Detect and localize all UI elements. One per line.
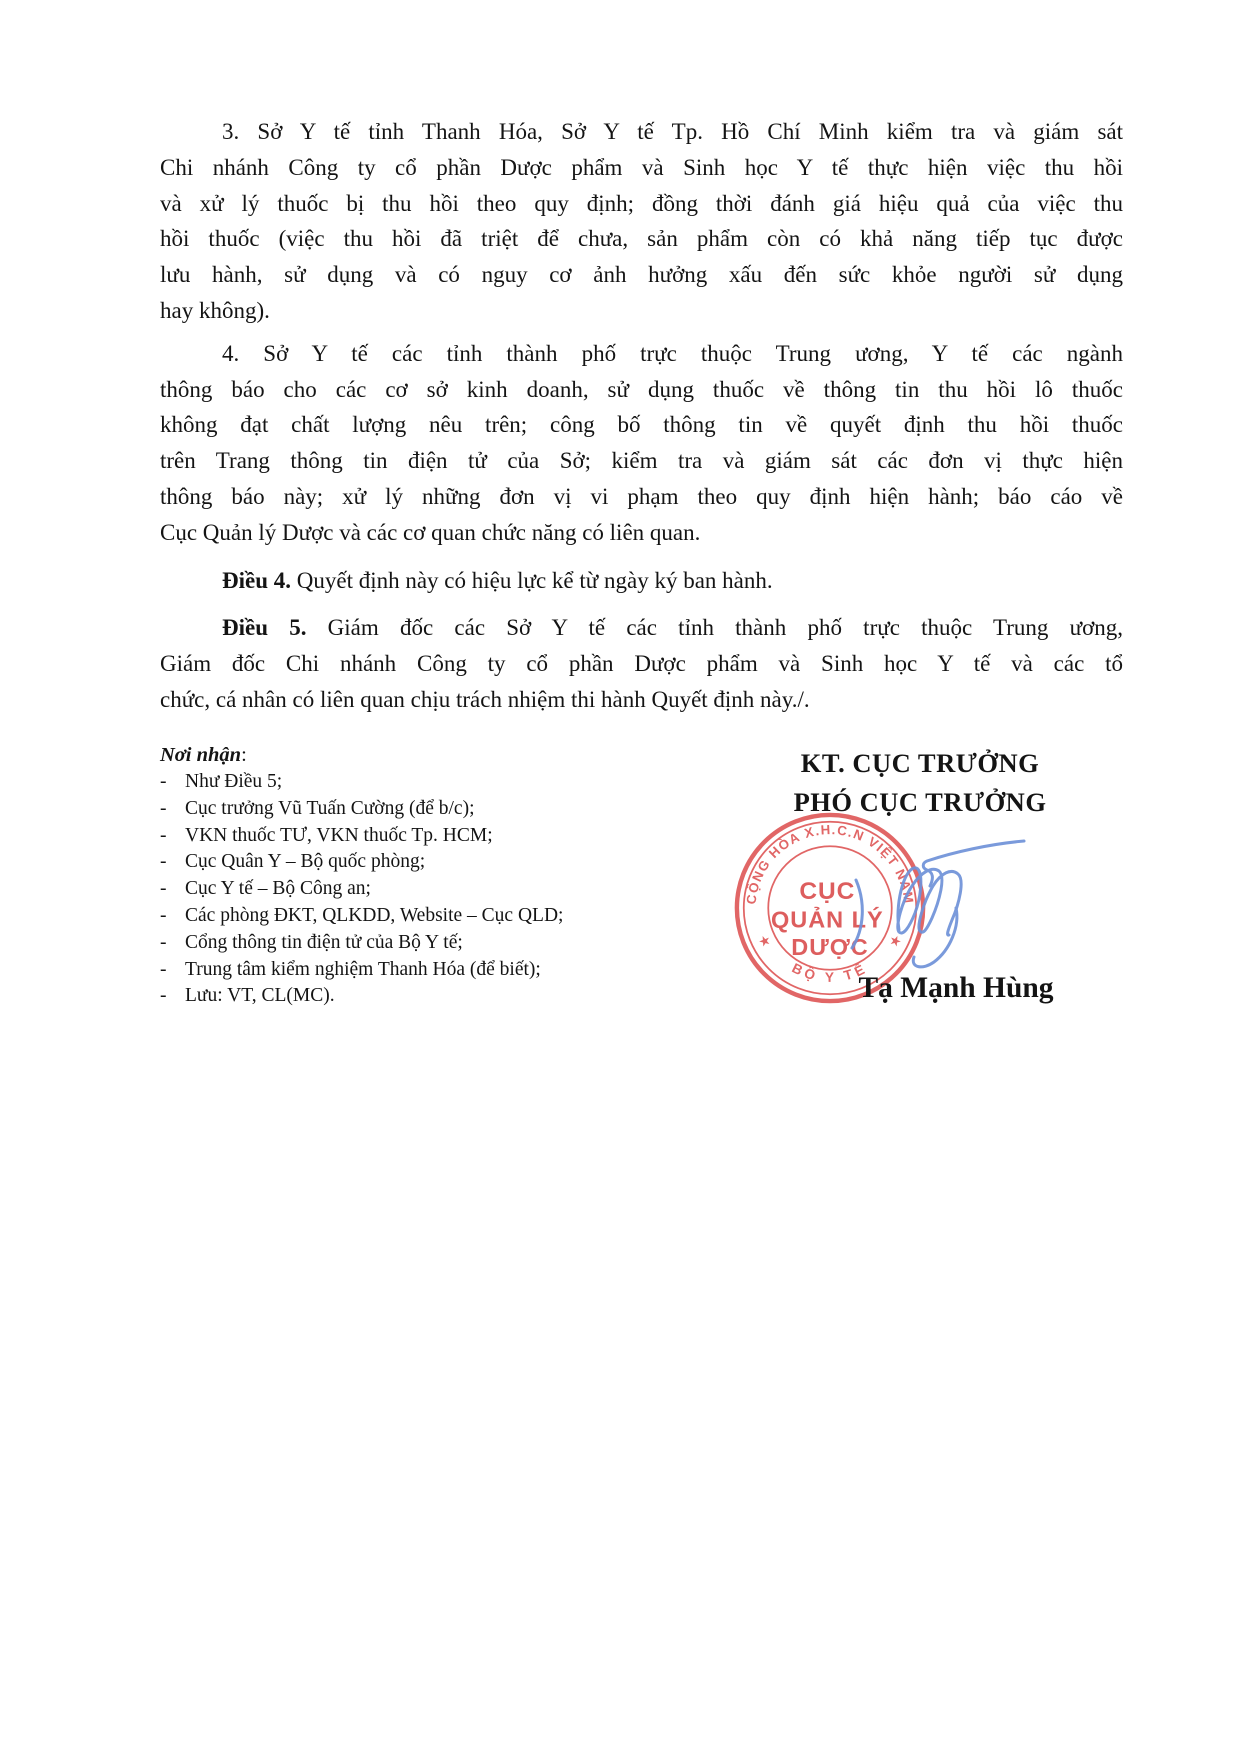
signer-title-line2: PHÓ CỤC TRƯỞNG [793,787,1047,817]
recipient-item: - VKN thuốc TƯ, VKN thuốc Tp. HCM; [160,823,640,850]
signer-title-line1: KT. CỤC TRƯỞNG [800,748,1040,778]
text-line: lưu hành, sử dụng và có nguy cơ ảnh hưởng xấu đến sức khỏe người sử dụng [160,262,1123,288]
text-line: 3. Sở Y tế tỉnh Thanh Hóa, Sở Y tế Tp. Hồ Chí Minh kiểm tra và giám sát [222,119,1123,144]
article-5 [160,610,1123,717]
recipient-item: - Cục trưởng Vũ Tuấn Cường (để b/c); [160,796,640,823]
recipient-item: - Cổng thông tin điện tử của Bộ Y tế; [160,930,640,957]
document-body [160,114,1123,718]
text-line: thông báo cho các cơ sở kinh doanh, sử dụng thuốc về thông tin thu hồi lô thuốc [160,376,1123,402]
list-dash: - [160,851,167,873]
list-dash: - [160,771,167,792]
article-5-text: Giám đốc các Sở Y tế các tỉnh thành phố trực thuộc Trung ương, [306,615,1124,641]
signature-ink-icon [838,808,1106,993]
list-dash: - [160,958,167,980]
text-line [160,563,1123,599]
list-dash: - [160,931,167,953]
text-line: chức, cá nhân có liên quan chịu trách nhiệm thi hành Quyết định này./. [160,686,810,712]
text-line: không đạt chất lượng nêu trên; công bố thông tin về quyết định thu hồi thuốc [160,412,1123,438]
signer-name: Tạ Mạnh Hùng [858,972,1054,1004]
seal-center-text: CỤC QUẢN LÝ DƯỢC [770,878,884,961]
text-line: thông báo này; xử lý những đơn vị vi phạm theo quy định hiện hành; báo cáo về [160,483,1123,509]
text-line: trên Trang thông tin điện tử của Sở; kiểm tra và giám sát các đơn vị thực hiện [160,448,1123,474]
paragraph-4 [160,336,1123,551]
recipient-item: - Lưu: VT, CL(MC). [160,983,640,1010]
text-line: 4. Sở Y tế các tỉnh thành phố trực thuộc Trung ương, Y tế các ngành [222,340,1123,366]
list-dash: - [160,985,167,1007]
recipients-block [160,742,640,1010]
text-line: hồi thuốc (việc thu hồi đã triệt để chưa, sản phẩm còn có khả năng tiếp tục được [160,226,1123,252]
article-4-text: Quyết định này có hiệu lực kể từ ngày ký ban hành. [291,567,773,593]
recipients-heading [160,742,640,769]
article-4-label: Điều 4. [222,567,291,593]
recipient-item: - Trung tâm kiểm nghiệm Thanh Hóa (để biết); [160,957,640,984]
text-line: và xử lý thuốc bị thu hồi theo quy định; đồng thời đánh giá hiệu quả của việc thu [160,190,1123,216]
seal-bottom-text: BỘ Y TẾ [789,960,871,985]
article-5-label: Điều 5. [222,615,307,641]
text-line: hay không). [160,297,270,323]
text-line [160,610,1123,646]
recipients-heading-label: Nơi nhận [160,744,242,766]
text-line: Chi nhánh Công ty cổ phần Dược phẩm và Sinh học Y tế thực hiện việc thu hồi [160,154,1123,180]
list-dash: - [160,797,167,819]
recipients-heading-colon: : [241,744,247,766]
text-line: Giám đốc Chi nhánh Công ty cổ phần Dược phẩm và Sinh học Y tế và các tổ [160,651,1123,677]
list-dash: - [160,878,167,900]
recipient-item: - Như Điều 5; [160,769,640,796]
recipient-item: - Các phòng ĐKT, QLKDD, Website – Cục QLD; [160,903,640,930]
list-dash: - [160,904,167,926]
star-icon: ★ [886,931,904,951]
text-line: Cục Quản lý Dược và các cơ quan chức năng có liên quan. [160,519,701,545]
list-dash: - [160,824,167,846]
article-4 [160,563,1123,599]
star-icon: ★ [756,931,774,951]
seal-top-text: CỘNG HÒA X.H.C.N VIỆT NAM [743,822,917,906]
paragraph-3 [160,114,1123,329]
recipient-item: - Cục Y tế – Bộ Công an; [160,876,640,903]
recipient-item: - Cục Quân Y – Bộ quốc phòng; [160,849,640,876]
